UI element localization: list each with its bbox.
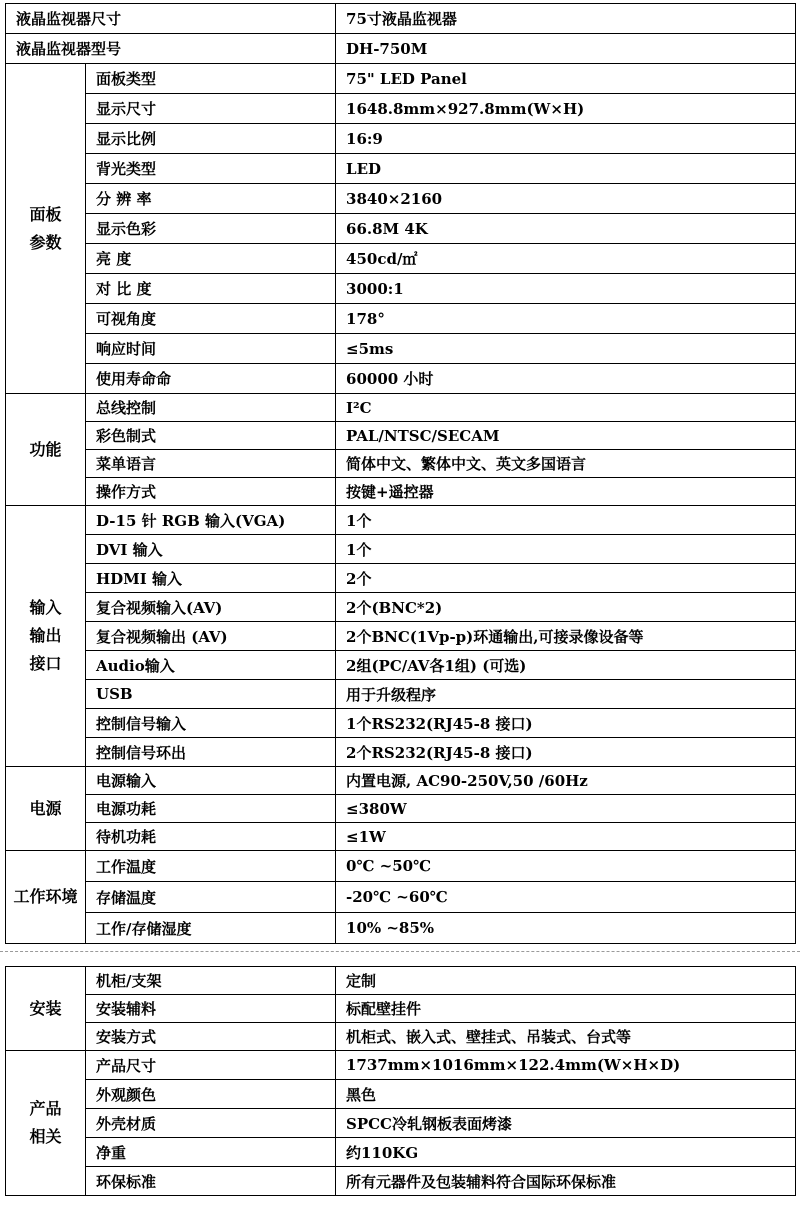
spec-label: 对 比 度 bbox=[86, 274, 336, 304]
spec-label: 产品尺寸 bbox=[86, 1051, 336, 1080]
spec-label: 外观颜色 bbox=[86, 1080, 336, 1109]
spec-label: 响应时间 bbox=[86, 334, 336, 364]
spec-row bbox=[6, 767, 796, 795]
spec-row bbox=[6, 995, 796, 1023]
spec-row bbox=[6, 394, 796, 422]
spec-row bbox=[6, 154, 796, 184]
spec-value: 75" LED Panel bbox=[336, 64, 796, 94]
spec-label: 液晶监视器尺寸 bbox=[6, 4, 336, 34]
group-label-line: 相关 bbox=[29, 1127, 62, 1146]
spec-label: 可视角度 bbox=[86, 304, 336, 334]
spec-row bbox=[6, 967, 796, 995]
spec-row bbox=[6, 1051, 796, 1080]
spec-value: ≤380W bbox=[336, 795, 796, 823]
group-header bbox=[6, 1051, 86, 1196]
spec-row bbox=[6, 738, 796, 767]
spec-label: 总线控制 bbox=[86, 394, 336, 422]
spec-row bbox=[6, 709, 796, 738]
spec-table-extra bbox=[5, 966, 796, 1196]
spec-label: 使用寿命命 bbox=[86, 364, 336, 394]
spec-row bbox=[6, 795, 796, 823]
spec-value: LED bbox=[336, 154, 796, 184]
spec-value: 所有元器件及包装辅料符合国际环保标准 bbox=[336, 1167, 796, 1196]
spec-label: Audio输入 bbox=[86, 651, 336, 680]
spec-value: 1737mm×1016mm×122.4mm(W×H×D) bbox=[336, 1051, 796, 1080]
group-label-line: 参数 bbox=[29, 232, 62, 252]
spec-row bbox=[6, 274, 796, 304]
spec-label: 操作方式 bbox=[86, 478, 336, 506]
spec-row bbox=[6, 364, 796, 394]
spec-value: 用于升级程序 bbox=[336, 680, 796, 709]
spec-row bbox=[6, 334, 796, 364]
spec-value: ≤1W bbox=[336, 823, 796, 851]
spec-label: 显示尺寸 bbox=[86, 94, 336, 124]
spec-row bbox=[6, 64, 796, 94]
group-label-line: 输入 bbox=[29, 598, 62, 617]
spec-row bbox=[6, 4, 796, 34]
spec-value: 1648.8mm×927.8mm(W×H) bbox=[336, 94, 796, 124]
spec-row bbox=[6, 913, 796, 944]
spec-value: 2个BNC(1Vp-p)环通输出,可接录像设备等 bbox=[336, 622, 796, 651]
group-header bbox=[6, 967, 86, 1051]
spec-value: I²C bbox=[336, 394, 796, 422]
spec-value: -20℃ ~60℃ bbox=[336, 882, 796, 913]
spec-row bbox=[6, 244, 796, 274]
spec-label: 液晶监视器型号 bbox=[6, 34, 336, 64]
spec-row bbox=[6, 1138, 796, 1167]
spec-row bbox=[6, 94, 796, 124]
spec-label: 电源功耗 bbox=[86, 795, 336, 823]
spec-value: 约110KG bbox=[336, 1138, 796, 1167]
spec-row bbox=[6, 593, 796, 622]
spec-row bbox=[6, 1167, 796, 1196]
spec-label: 菜单语言 bbox=[86, 450, 336, 478]
spec-value: 66.8M 4K bbox=[336, 214, 796, 244]
spec-value: 1个RS232(RJ45-8 接口) bbox=[336, 709, 796, 738]
group-label-line: 安装 bbox=[29, 998, 62, 1018]
spec-row bbox=[6, 680, 796, 709]
spec-label: 安装方式 bbox=[86, 1023, 336, 1051]
group-label-line: 功能 bbox=[29, 439, 62, 459]
spec-label: 复合视频输出 (AV) bbox=[86, 622, 336, 651]
spec-label: DVI 输入 bbox=[86, 535, 336, 564]
spec-value: 0℃ ~50℃ bbox=[336, 851, 796, 882]
spec-label: 外壳材质 bbox=[86, 1109, 336, 1138]
spec-label: 亮 度 bbox=[86, 244, 336, 274]
group-label-line: 电源 bbox=[29, 798, 62, 818]
spec-row bbox=[6, 422, 796, 450]
spec-row bbox=[6, 1023, 796, 1051]
group-label-line: 工作环境 bbox=[13, 887, 78, 906]
group-label-line: 输出 bbox=[29, 626, 62, 645]
spec-row bbox=[6, 882, 796, 913]
spec-value: 178° bbox=[336, 304, 796, 334]
spec-label: HDMI 输入 bbox=[86, 564, 336, 593]
spec-label: 彩色制式 bbox=[86, 422, 336, 450]
spec-value: 黑色 bbox=[336, 1080, 796, 1109]
spec-label: 控制信号环出 bbox=[86, 738, 336, 767]
spec-label: 环保标准 bbox=[86, 1167, 336, 1196]
spec-table-main bbox=[5, 3, 796, 944]
spec-row bbox=[6, 478, 796, 506]
spec-row bbox=[6, 1080, 796, 1109]
spec-row bbox=[6, 450, 796, 478]
spec-value: PAL/NTSC/SECAM bbox=[336, 422, 796, 450]
spec-label: 背光类型 bbox=[86, 154, 336, 184]
spec-value: 16:9 bbox=[336, 124, 796, 154]
spec-label: 存储温度 bbox=[86, 882, 336, 913]
spec-row bbox=[6, 564, 796, 593]
spec-value: 3840×2160 bbox=[336, 184, 796, 214]
spec-value: 按键+遥控器 bbox=[336, 478, 796, 506]
spec-value: 机柜式、嵌入式、壁挂式、吊装式、台式等 bbox=[336, 1023, 796, 1051]
group-label-line: 面板 bbox=[29, 204, 62, 224]
spec-value: 75寸液晶监视器 bbox=[336, 4, 796, 34]
spec-row bbox=[6, 214, 796, 244]
spec-label: 待机功耗 bbox=[86, 823, 336, 851]
page-break-divider bbox=[0, 951, 800, 952]
spec-value: 简体中文、繁体中文、英文多国语言 bbox=[336, 450, 796, 478]
spec-value: 10% ~85% bbox=[336, 913, 796, 944]
spec-label: 控制信号输入 bbox=[86, 709, 336, 738]
spec-label: USB bbox=[86, 680, 336, 709]
spec-label: 显示比例 bbox=[86, 124, 336, 154]
spec-label: 工作/存储湿度 bbox=[86, 913, 336, 944]
group-header bbox=[6, 767, 86, 851]
spec-label: 工作温度 bbox=[86, 851, 336, 882]
spec-value: DH-750M bbox=[336, 34, 796, 64]
spec-value: 1个 bbox=[336, 506, 796, 535]
spec-label: D-15 针 RGB 输入(VGA) bbox=[86, 506, 336, 535]
spec-row bbox=[6, 851, 796, 882]
spec-row bbox=[6, 535, 796, 564]
spec-label: 安装辅料 bbox=[86, 995, 336, 1023]
group-label-line: 接口 bbox=[29, 654, 62, 673]
spec-row bbox=[6, 1109, 796, 1138]
spec-value: 标配壁挂件 bbox=[336, 995, 796, 1023]
spec-label: 复合视频输入(AV) bbox=[86, 593, 336, 622]
spec-value: 2个 bbox=[336, 564, 796, 593]
spec-row bbox=[6, 304, 796, 334]
spec-row bbox=[6, 651, 796, 680]
spec-value: ≤5ms bbox=[336, 334, 796, 364]
spec-row bbox=[6, 506, 796, 535]
spec-row bbox=[6, 34, 796, 64]
spec-value: 2个RS232(RJ45-8 接口) bbox=[336, 738, 796, 767]
spec-row bbox=[6, 622, 796, 651]
group-header bbox=[6, 506, 86, 767]
spec-value: 内置电源, AC90-250V,50 /60Hz bbox=[336, 767, 796, 795]
spec-value: 60000 小时 bbox=[336, 364, 796, 394]
spec-value: 1个 bbox=[336, 535, 796, 564]
spec-value: 3000:1 bbox=[336, 274, 796, 304]
spec-label: 分 辨 率 bbox=[86, 184, 336, 214]
spec-label: 电源输入 bbox=[86, 767, 336, 795]
group-header bbox=[6, 851, 86, 944]
spec-label: 显示色彩 bbox=[86, 214, 336, 244]
spec-value: 2个(BNC*2) bbox=[336, 593, 796, 622]
group-header bbox=[6, 394, 86, 506]
group-header bbox=[6, 64, 86, 394]
spec-value: 定制 bbox=[336, 967, 796, 995]
spec-value: 2组(PC/AV各1组) (可选) bbox=[336, 651, 796, 680]
spec-label: 面板类型 bbox=[86, 64, 336, 94]
group-label-line: 产品 bbox=[29, 1099, 62, 1118]
spec-value: 450cd/㎡ bbox=[336, 244, 796, 274]
spec-value: SPCC冷轧钢板表面烤漆 bbox=[336, 1109, 796, 1138]
spec-row bbox=[6, 124, 796, 154]
spec-row bbox=[6, 184, 796, 214]
spec-label: 机柜/支架 bbox=[86, 967, 336, 995]
spec-row bbox=[6, 823, 796, 851]
spec-label: 净重 bbox=[86, 1138, 336, 1167]
